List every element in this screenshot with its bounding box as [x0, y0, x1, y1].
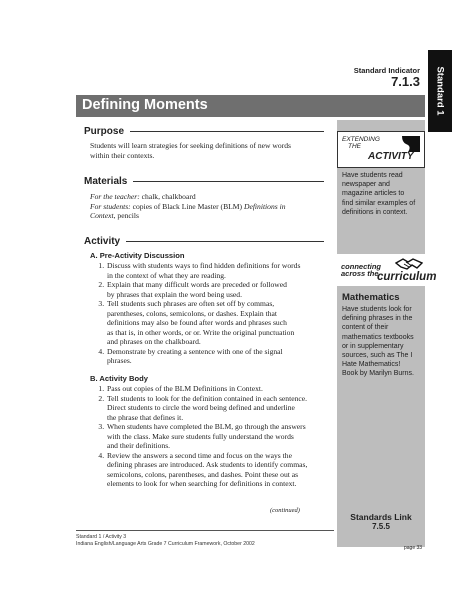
activity-label: ACTIVITY	[368, 151, 414, 162]
list-item: 1. Discuss with students ways to find hidden definitions for words in the context of what they are reading.	[106, 261, 346, 280]
list-item: 3. When students have completed the BLM, go through the answers with the class. Make sure students fully understand the words and their definitions.	[106, 422, 346, 451]
across-the-label: across the	[341, 269, 379, 278]
page-title: Defining Moments	[82, 97, 208, 113]
activity-heading	[84, 236, 324, 247]
extending-text: Have students read newspaper and magazine articles to find similar examples of definitions in context.	[342, 172, 416, 216]
footer-line-1: Standard 1 / Activity 3	[76, 534, 127, 540]
teacher-label: For the teacher:	[90, 192, 140, 201]
connecting-curriculum-banner	[337, 254, 437, 286]
materials-text	[90, 192, 325, 221]
blm-title-end: Context	[90, 211, 114, 221]
materials-heading-text: Materials	[84, 176, 128, 187]
list-item: 3. Tell students such phrases are often set off by commas, parentheses, colons, semicolons, or dashes. Explain that definitions may also be found after words and phrases such as that is, in other words, or or. Write the original punctuation and phrases on the chalkboard.	[106, 299, 346, 347]
purpose-line: Students will learn strategies for seeking definitions of new words	[90, 141, 291, 150]
extending-label: EXTENDING	[342, 136, 380, 143]
divider	[130, 131, 324, 132]
page-number: page 33	[404, 545, 423, 551]
purpose-heading-text: Purpose	[84, 126, 125, 137]
mathematics-text: Have students look for defining phrases in the content of their mathematics textbooks or in supplementary sources, such as The I Hate Mathematics! Book by Marilyn Burns.	[342, 306, 414, 378]
the-label: THE	[348, 143, 361, 150]
curriculum-label: curriculum	[377, 271, 437, 283]
mathematics-heading: Mathematics	[342, 292, 400, 303]
standard-indicator-label: Standard Indicator	[353, 66, 420, 75]
standard-tab-label: Standard 1	[434, 66, 446, 116]
standards-link-label: Standards Link	[350, 512, 412, 522]
blm-title: Definitions in	[243, 201, 286, 211]
handshake-icon	[395, 254, 423, 272]
divider	[126, 241, 324, 242]
list-item: 2. Tell students to look for the definition contained in each sentence. Direct students to circle the word being defined and underline the phrase that defines it.	[106, 394, 346, 423]
extending-the-activity-banner	[337, 131, 425, 168]
students-label: For students:	[90, 201, 131, 211]
list-item: 4. Review the answers a second time and focus on the ways the defining phrases are introduced. Ask students to identify commas, semicolons, colons, parentheses, and dashes. Point these out as elements to look for when searching for definitions in context.	[106, 451, 346, 489]
continued-note: (continued)	[270, 507, 300, 514]
section-a-heading: A. Pre-Activity Discussion	[90, 251, 185, 260]
list-item: 1. Pass out copies of the BLM Definitions in Context.	[106, 384, 346, 394]
list-item: 4. Demonstrate by creating a sentence with one of the signal phrases.	[106, 347, 346, 366]
students-materials-tail: , pencils	[113, 211, 139, 221]
divider	[133, 181, 324, 182]
purpose-heading	[84, 126, 324, 137]
activity-heading-text: Activity	[84, 236, 121, 247]
standards-link-value: 7.5.5	[372, 522, 390, 531]
purpose-line: within their contexts.	[90, 150, 155, 160]
purpose-text	[90, 141, 325, 160]
materials-heading	[84, 176, 324, 187]
paper-tear-icon	[400, 134, 422, 154]
standard-indicator-number: 7.1.3	[391, 74, 420, 89]
standard-tab	[428, 50, 452, 132]
list-item: 2. Explain that many difficult words are preceded or followed by phrases that explain the word being used.	[106, 280, 346, 299]
footer-line-2: Indiana English/Language Arts Grade 7 Curriculum Framework, October 2002	[76, 541, 255, 547]
section-a-steps	[90, 261, 346, 366]
title-bar	[76, 95, 425, 117]
footer-divider	[76, 530, 334, 531]
section-b-heading: B. Activity Body	[90, 374, 148, 383]
section-b-steps	[90, 384, 346, 489]
teacher-materials: chalk, chalkboard	[139, 192, 196, 201]
students-materials: copies of Black Line Master (BLM)	[130, 201, 244, 211]
connecting-label: connecting	[341, 262, 382, 271]
